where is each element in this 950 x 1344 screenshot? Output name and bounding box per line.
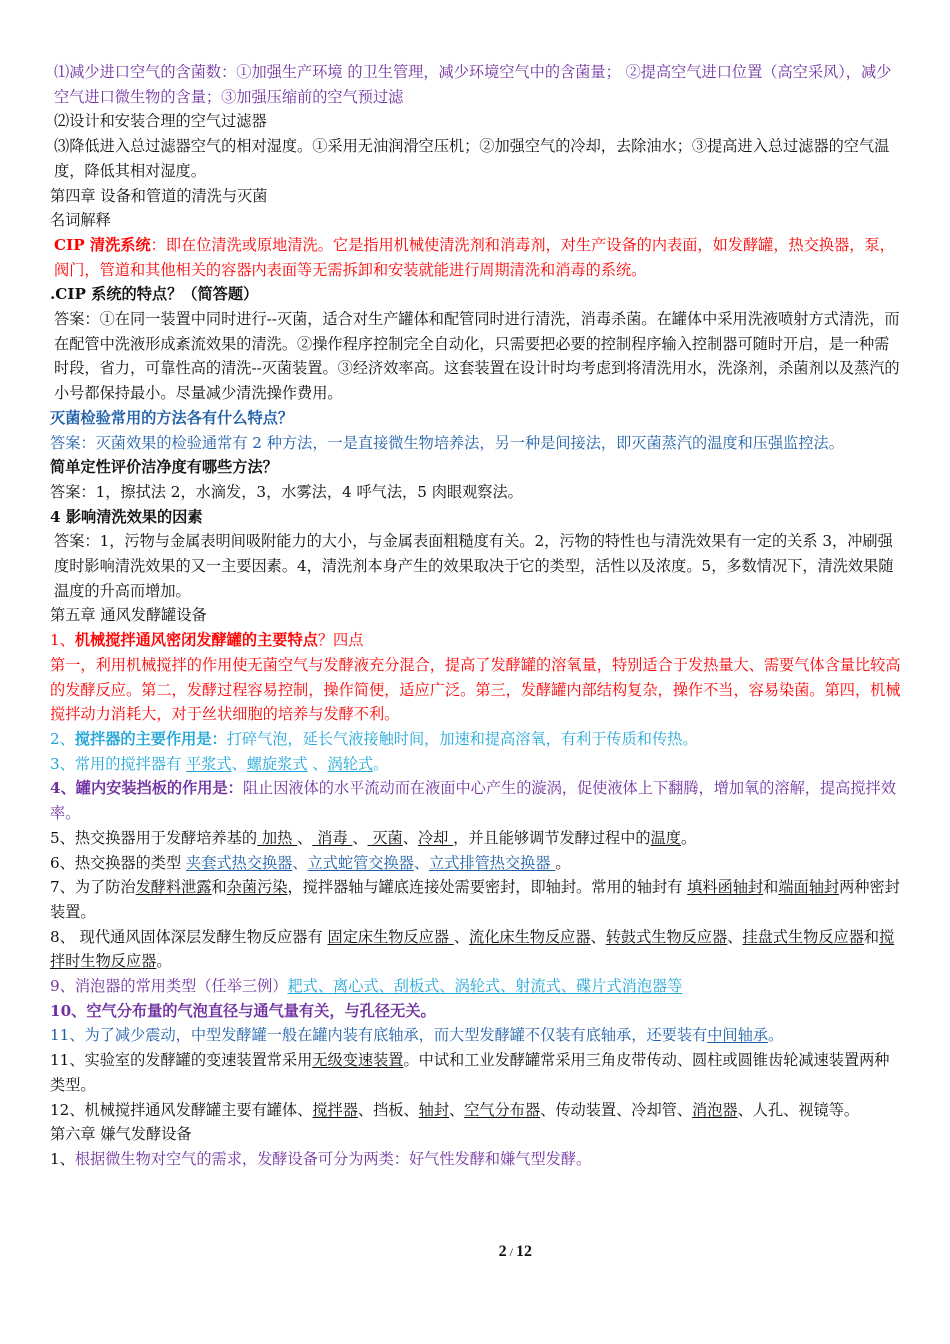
page-number: 2 / 12 <box>498 1243 532 1260</box>
answer-paragraph: 答案：1，污物与金属表明间吸附能力的大小，与金属表面粗糙度有关。2，污物的特性也与清洗效果有一定的关系 3，冲刷强度时影响清洗效果的又一主要因素。4，清洗剂本身产生的效果取决于它的类型，活性以及浓度。5，多数情况下，清洗效果随温度的升高而增加。 <box>54 532 894 600</box>
list-item: 10、空气分布量的气泡直径与通气量有关，与孔径无关。 <box>50 1001 436 1020</box>
answer-paragraph: 答案：灭菌效果的检验通常有 2 种方法，一是直接微生物培养法，另一种是间接法，即灭菌蒸汽的温度和压强监控法。 <box>50 433 844 452</box>
list-item: 2、搅拌器的主要作用是：打碎气泡，延长气液接触时间，加速和提高溶氧，有利于传质和传热。 <box>50 729 698 748</box>
list-item: 8、 现代通风固体深层发酵生物反应器有 固定床生物反应器 、流化床生物反应器、转鼓式生物反应器、挂盘式生物反应器和搅拌时生物反应器。 <box>50 927 895 971</box>
list-item: 4、罐内安装挡板的作用是：阻止因液体的水平流动而在液面中心产生的漩涡，促使液体上下翻腾，增加氧的溶解，提高搅拌效率。 <box>50 779 896 823</box>
list-item: 1、机械搅拌通风密闭发酵罐的主要特点？四点 <box>50 631 364 650</box>
definition-paragraph: CIP 清洗系统：即在位清洗或原地清洗。它是指用机械使清洗剂和消毒剂，对生产设备的内表面，如发酵罐，热交换器，泵，阀门，管道和其他相关的容器内表面等无需拆卸和安装就能进行周期清洗和消毒的系统。 <box>54 235 895 279</box>
list-item: 6、热交换器的类型 夹套式热交换器、立式蛇管交换器、立式排管热交换器 。 <box>50 853 571 872</box>
answer-paragraph: 答案：①在同一装置中同时进行--灭菌，适合对生产罐体和配管同时进行清洗，消毒杀菌。在罐体中采用洗液喷射方式清洗，而在配管中洗液形成紊流效果的清洗。②操作程序控制完全自动化，只需要把必要的控制程序输入控制器可随时开启，是一种需时段，省力，可靠性高的清洗--灭菌装置。③经济效率高。这套装置在设计时均考虑到将清洗用水，洗涤剂，杀菌剂以及蒸汽的小号都保持最小。尽量减少清洗操作费用。 <box>54 310 900 403</box>
answer-paragraph: 答案：1，擦拭法 2，水滴发，3，水雾法，4 呼气法，5 肉眼观察法。 <box>50 482 523 501</box>
question-heading: 4 影响清洗效果的因素 <box>50 507 203 526</box>
question-heading: 简单定性评价洁净度有哪些方法？ <box>50 458 278 477</box>
list-item: 9、消泡器的常用类型（任举三例）耙式、离心式、刮板式、涡轮式、射流式、碟片式消泡器等 <box>50 977 683 996</box>
section-heading: 名词解释 <box>50 211 111 230</box>
list-item: 11、实验室的发酵罐的变速装置常采用无级变速装置。中试和工业发酵罐常采用三角皮带传动、圆柱或圆锥齿轮减速装置两种类型。 <box>50 1051 890 1094</box>
list-item: 1、根据微生物对空气的需求，发酵设备可分为两类：好气性发酵和嫌气型发酵。 <box>50 1149 592 1168</box>
list-item: 5、热交换器用于发酵培养基的 加热 、 消毒 、 灭菌、冷却 ，并且能够调节发酵过程中的温度。 <box>50 828 697 847</box>
text-line: ⑵设计和安装合理的空气过滤器 <box>54 112 267 131</box>
answer-paragraph: 第一，利用机械搅拌的作用使无菌空气与发酵液充分混合，提高了发酵罐的溶氧量，特别适合于发热量大、需要气体含量比较高的发酵反应。第二，发酵过程容易控制，操作简便，适应广泛。第三，发酵罐内部结构复杂，操作不当，容易染菌。第四，机械搅拌动力消耗大，对于丝状细胞的培养与发酵不利。 <box>50 655 901 724</box>
document-page <box>50 60 902 1172</box>
chapter-heading: 第五章 通风发酵罐设备 <box>50 606 207 625</box>
question-heading: 灭菌检验常用的方法各有什么特点？ <box>50 408 293 427</box>
chapter-heading: 第六章 嫌气发酵设备 <box>50 1125 192 1144</box>
list-item: 3、常用的搅拌器有 平浆式、螺旋浆式 、涡轮式。 <box>50 754 389 773</box>
question-heading: .CIP 系统的特点？（简答题） <box>50 285 259 304</box>
text-line: ⑴减少进口空气的含菌数：①加强生产环境 的卫生管理，减少环境空气中的含菌量； ②提高空气进口位置（高空采风），减少空气进口微生物的含量；③加强压缩前的空气预过滤 <box>54 63 892 106</box>
list-item: 7、为了防治发酵料泄露和杂菌污染，搅拌器轴与罐底连接处需要密封，即轴封。常用的轴封有 填料函轴封和端面轴封两种密封装置。 <box>50 878 900 921</box>
chapter-heading: 第四章 设备和管道的清洗与灭菌 <box>50 186 268 205</box>
list-item: 11、为了减少震动，中型发酵罐一般在罐内装有底轴承，而大型发酵罐不仅装有底轴承，还要装有中间轴承。 <box>50 1026 784 1045</box>
text-line: ⑶降低进入总过滤器空气的相对湿度。①采用无油润滑空压机；②加强空气的冷却，去除油水；③提高进入总过滤器的空气温度，降低其相对湿度。 <box>54 137 890 180</box>
list-item: 12、机械搅拌通风发酵罐主要有罐体、搅拌器、挡板、轴封、空气分布器、传动装置、冷却管、消泡器、人孔、视镜等。 <box>50 1100 860 1119</box>
term: CIP 清洗系统 <box>54 235 151 254</box>
